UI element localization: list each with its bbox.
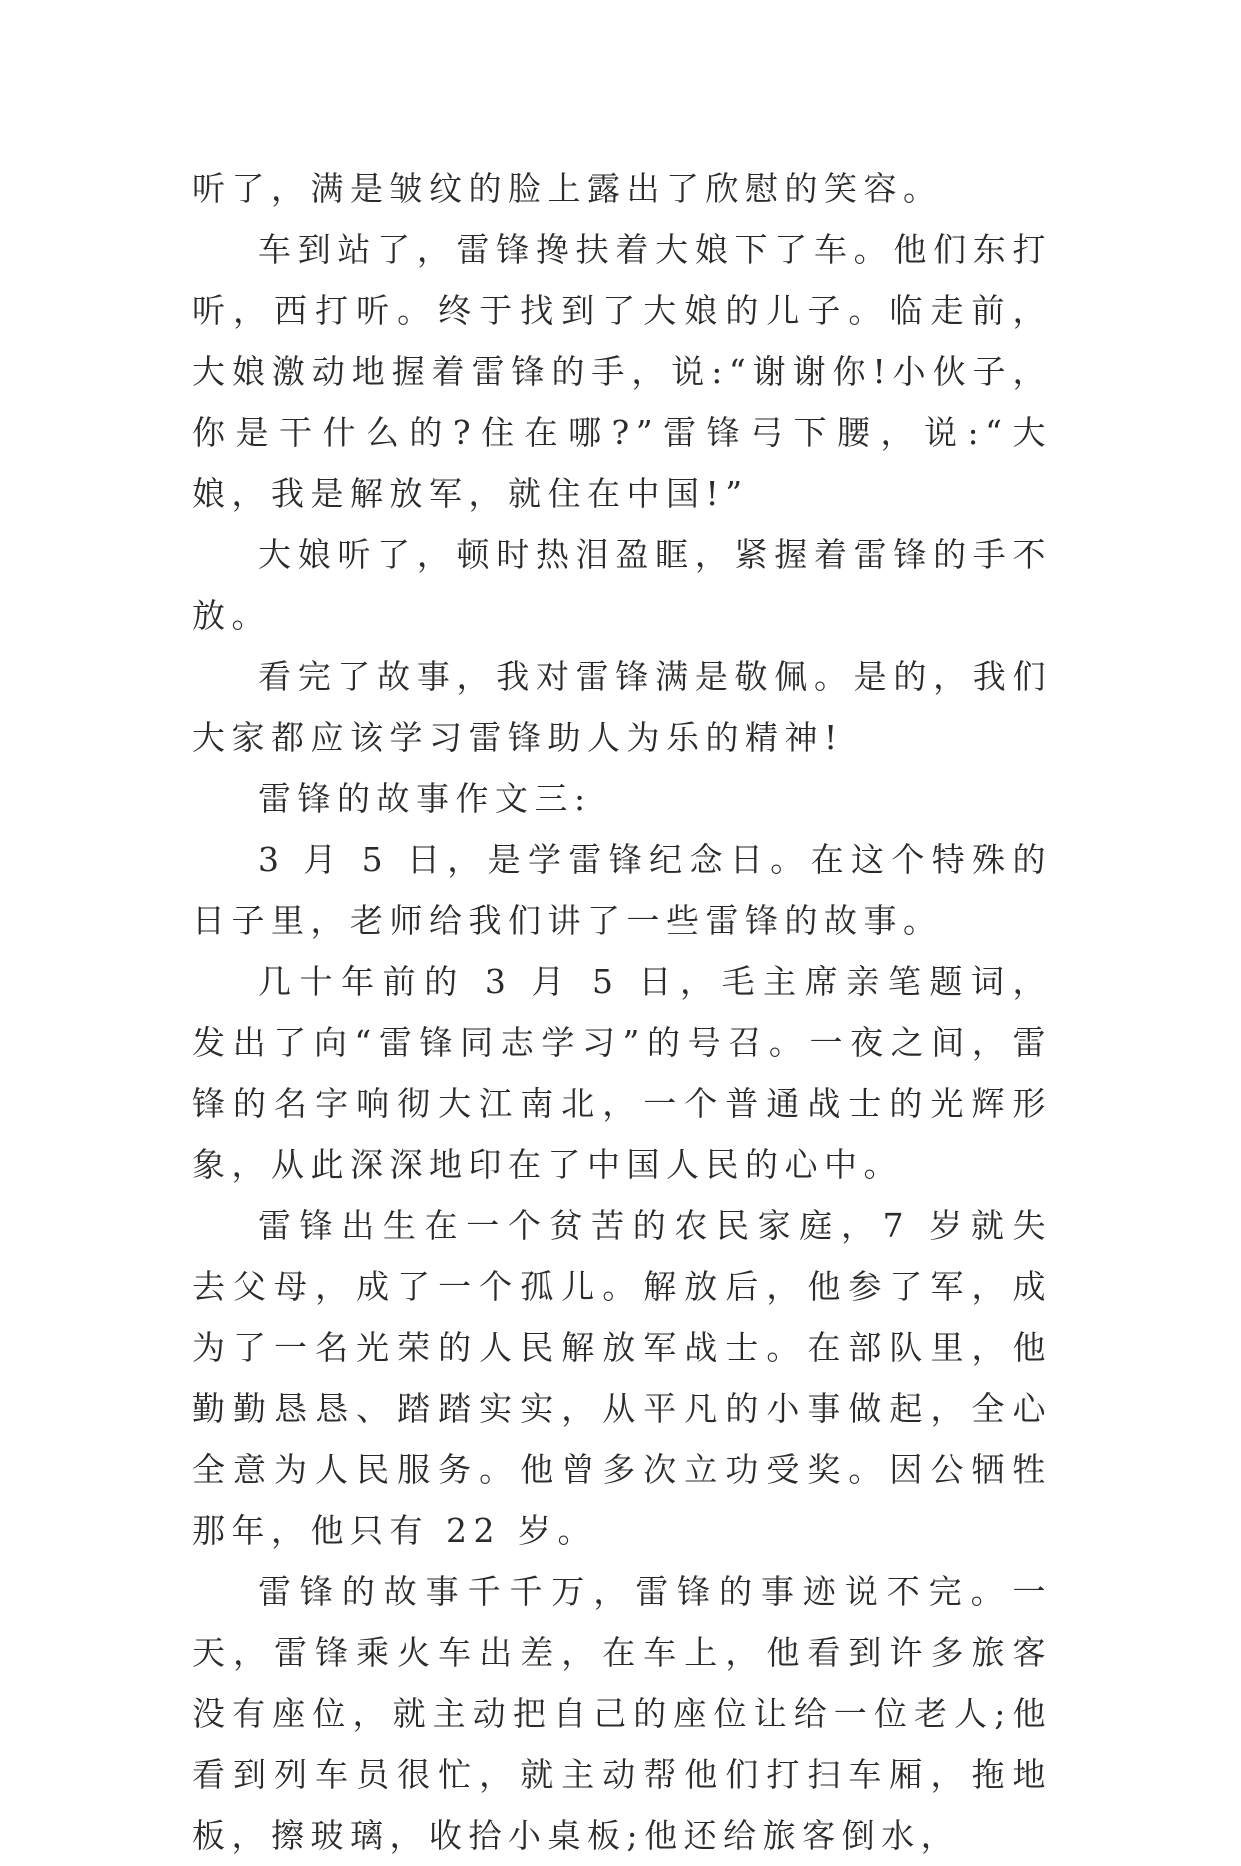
paragraph-5: 3 月 5 日，是学雷锋纪念日。在这个特殊的日子里，老师给我们讲了一些雷锋的故事。 (192, 840, 1052, 940)
paragraph-2: 车到站了，雷锋搀扶着大娘下了车。他们东打听，西打听。终于找到了大娘的儿子。临走前，大娘激动地握着雷锋的手，说:“谢谢你!小伙子，你是干什么的?住在哪?”雷锋弓下腰，说:“大娘，我是解放军，就住在中国!” (192, 230, 1052, 513)
section-heading: 雷锋的故事作文三: (258, 779, 592, 818)
document-body (192, 158, 1052, 1866)
paragraph-7: 雷锋出生在一个贫苦的农民家庭，7 岁就失去父母，成了一个孤儿。解放后，他参了军，成为了一名光荣的人民解放军战士。在部队里，他勤勤恳恳、踏踏实实，从平凡的小事做起，全心全意为人民服务。他曾多次立功受奖。因公牺牲那年，他只有 22 岁。 (192, 1206, 1052, 1550)
paragraph-4: 看完了故事，我对雷锋满是敬佩。是的，我们大家都应该学习雷锋助人为乐的精神! (192, 657, 1052, 757)
paragraph-1: 听了，满是皱纹的脸上露出了欣慰的笑容。 (192, 169, 943, 208)
paragraph-3: 大娘听了，顿时热泪盈眶，紧握着雷锋的手不放。 (192, 535, 1052, 635)
paragraph-8: 雷锋的故事千千万，雷锋的事迹说不完。一天，雷锋乘火车出差，在车上，他看到许多旅客没有座位，就主动把自己的座位让给一位老人;他看到列车员很忙，就主动帮他们打扫车厢，拖地板，擦玻璃，收拾小桌板;他还给旅客倒水， (192, 1572, 1052, 1855)
paragraph-6: 几十年前的 3 月 5 日，毛主席亲笔题词，发出了向“雷锋同志学习”的号召。一夜之间，雷锋的名字响彻大江南北，一个普通战士的光辉形象，从此深深地印在了中国人民的心中。 (192, 962, 1052, 1184)
